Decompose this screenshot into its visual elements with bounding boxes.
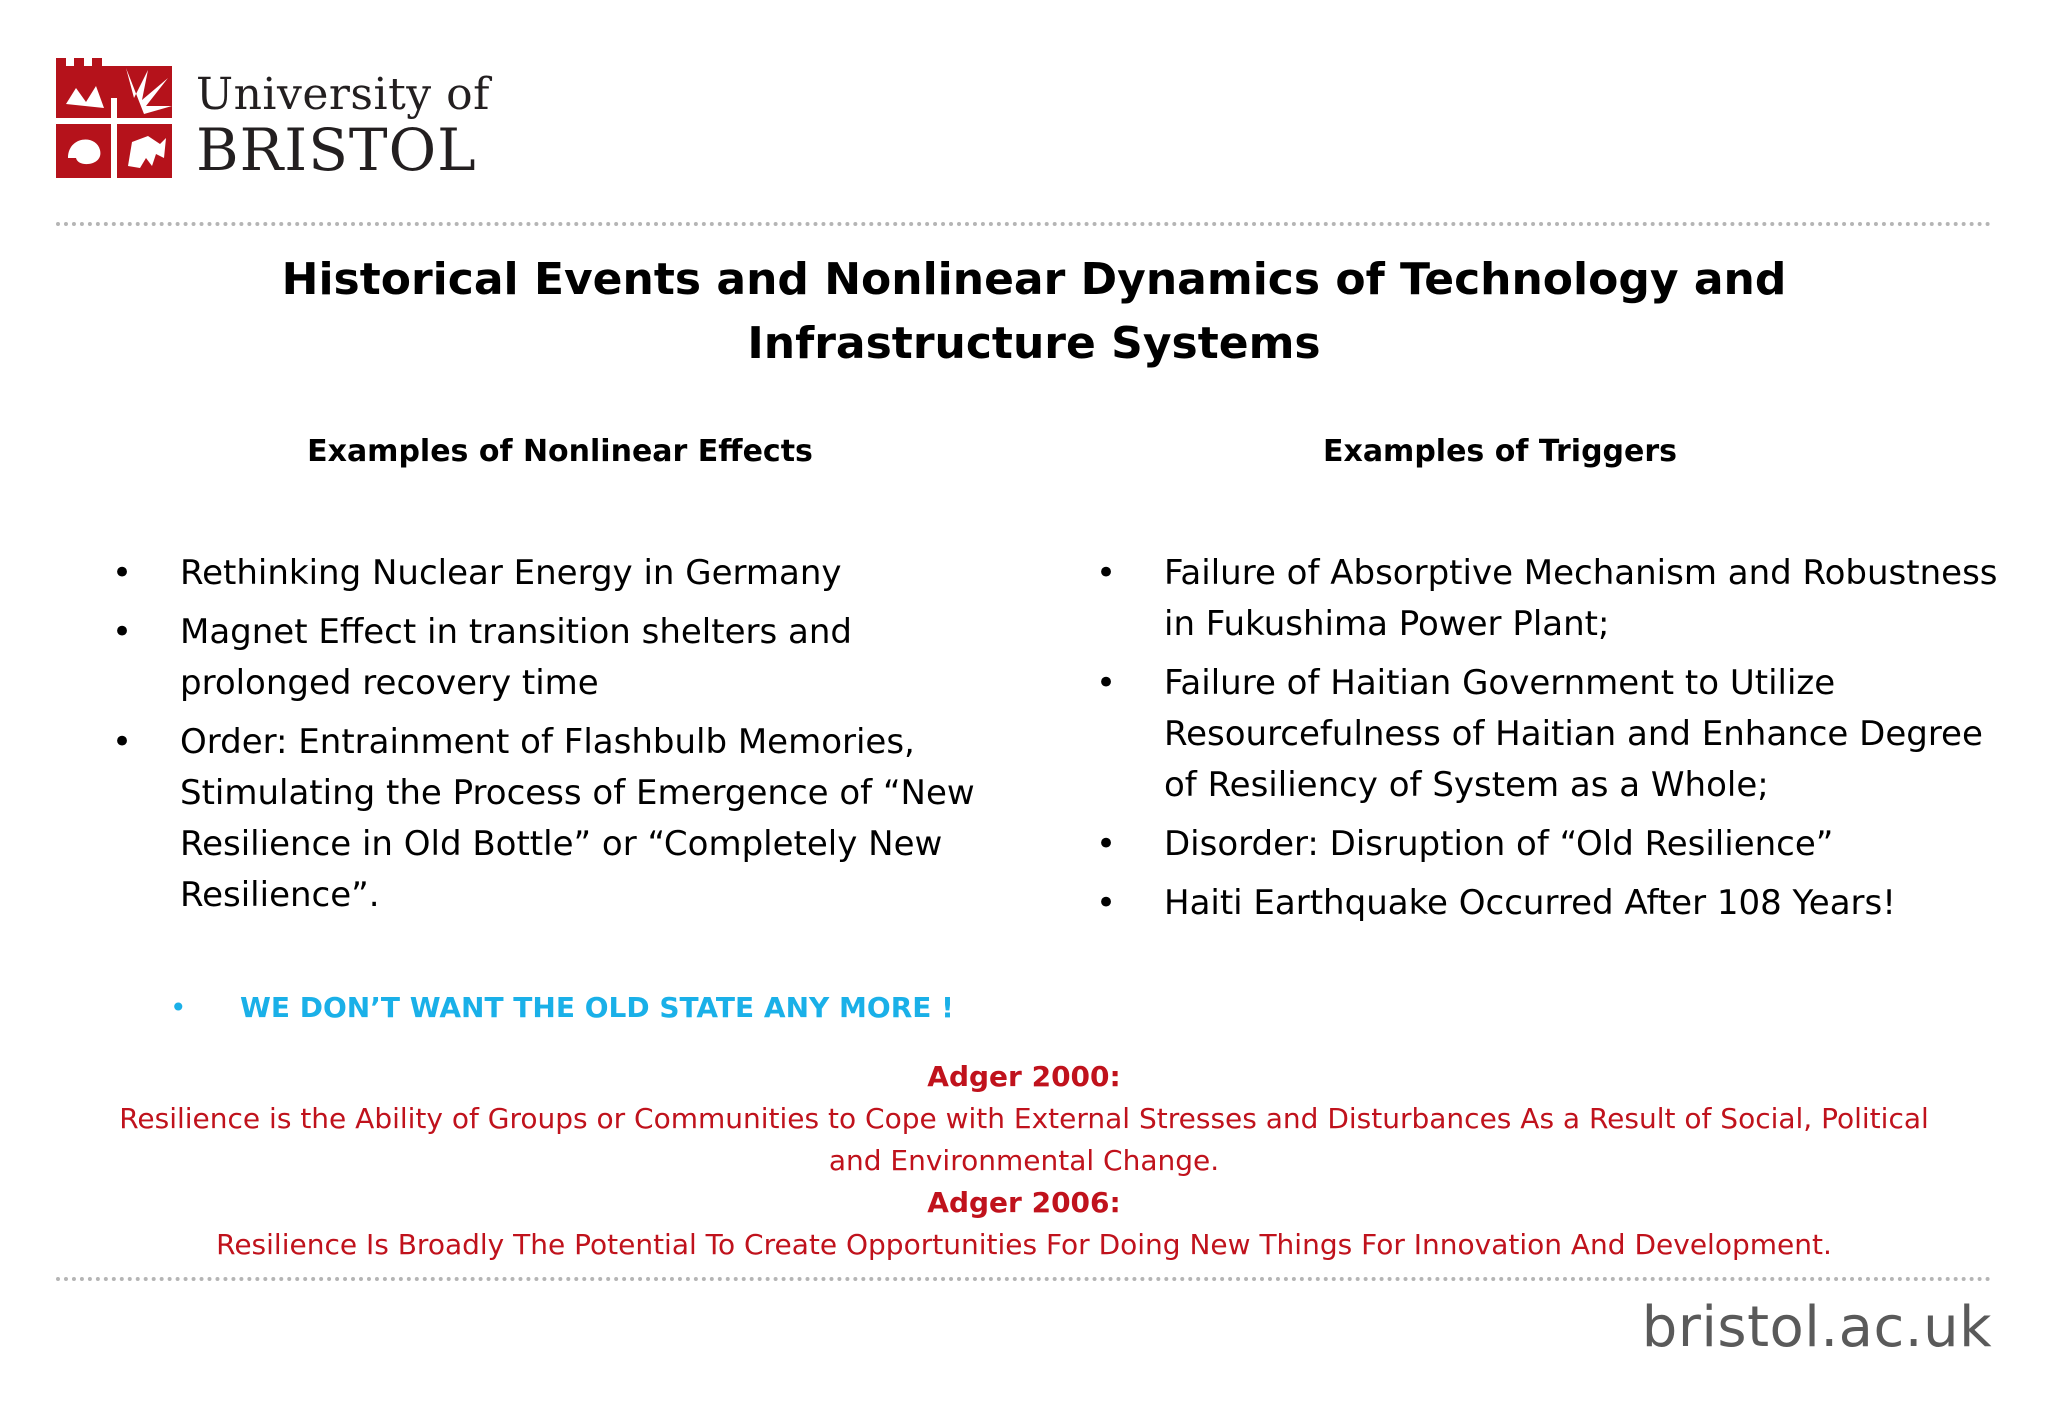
bullet-icon: • xyxy=(112,553,133,593)
list-item-text: Order: Entrainment of Flashbulb Memories, Stimulating the Process of Emergence of “New Resilience in Old Bottle” or “Completely New Resilience”. xyxy=(180,722,975,915)
logo-line1: University of xyxy=(196,69,490,120)
quote-adger-2000 xyxy=(96,1056,1952,1182)
university-logo xyxy=(56,58,506,184)
bullet-icon: • xyxy=(112,722,133,762)
quote-heading: Adger 2006: xyxy=(927,1186,1121,1219)
list-item-text: Failure of Absorptive Mechanism and Robustness in Fukushima Power Plant; xyxy=(1164,553,1998,644)
list-item xyxy=(1094,878,2014,929)
list-item-text: Disorder: Disruption of “Old Resilience” xyxy=(1164,824,1834,864)
list-item xyxy=(1094,819,2014,870)
list-item-text: Haiti Earthquake Occurred After 108 Years! xyxy=(1164,883,1896,923)
bottom-divider xyxy=(56,1277,1992,1281)
top-divider xyxy=(56,222,1992,226)
quote-text: Resilience is the Ability of Groups or Communities to Cope with External Stresses and Disturbances As a Result of Social, Political and Environmental Change. xyxy=(119,1102,1929,1177)
left-column-heading: Examples of Nonlinear Effects xyxy=(307,434,813,469)
right-column-heading: Examples of Triggers xyxy=(1322,434,1678,469)
list-item xyxy=(110,607,990,709)
list-item xyxy=(110,717,990,921)
emphasis-text: WE DON’T WANT THE OLD STATE ANY MORE ! xyxy=(240,991,954,1024)
bullet-icon: • xyxy=(1096,663,1117,703)
list-item-text: Magnet Effect in transition shelters and prolonged recovery time xyxy=(180,612,852,703)
slide-title: Historical Events and Nonlinear Dynamics of Technology and Infrastructure Systems xyxy=(281,254,1787,369)
bullet-icon: • xyxy=(1096,883,1117,923)
university-crest-icon xyxy=(56,58,172,178)
bullet-icon: • xyxy=(1096,553,1117,593)
quote-heading: Adger 2000: xyxy=(927,1060,1121,1093)
quote-text: Resilience Is Broadly The Potential To Create Opportunities For Doing New Things For Innovation And Development. xyxy=(216,1228,1832,1261)
footer-url: bristol.ac.uk xyxy=(1641,1295,1992,1360)
list-item-text: Rethinking Nuclear Energy in Germany xyxy=(180,553,842,593)
logo-wordmark xyxy=(196,69,490,184)
nonlinear-effects-list xyxy=(110,548,990,929)
bullet-icon: • xyxy=(112,612,133,652)
bullet-icon: • xyxy=(1096,824,1117,864)
quote-adger-2006 xyxy=(96,1182,1952,1266)
logo-line2: BRISTOL xyxy=(196,116,477,184)
list-item xyxy=(110,548,990,599)
bullet-icon: • xyxy=(170,991,187,1024)
list-item-text: Failure of Haitian Government to Utilize Resourcefulness of Haitian and Enhance Degree of Resiliency of System as a Whole; xyxy=(1164,663,1983,805)
triggers-list xyxy=(1094,548,2014,937)
list-item xyxy=(1094,548,2014,650)
list-item xyxy=(1094,658,2014,811)
